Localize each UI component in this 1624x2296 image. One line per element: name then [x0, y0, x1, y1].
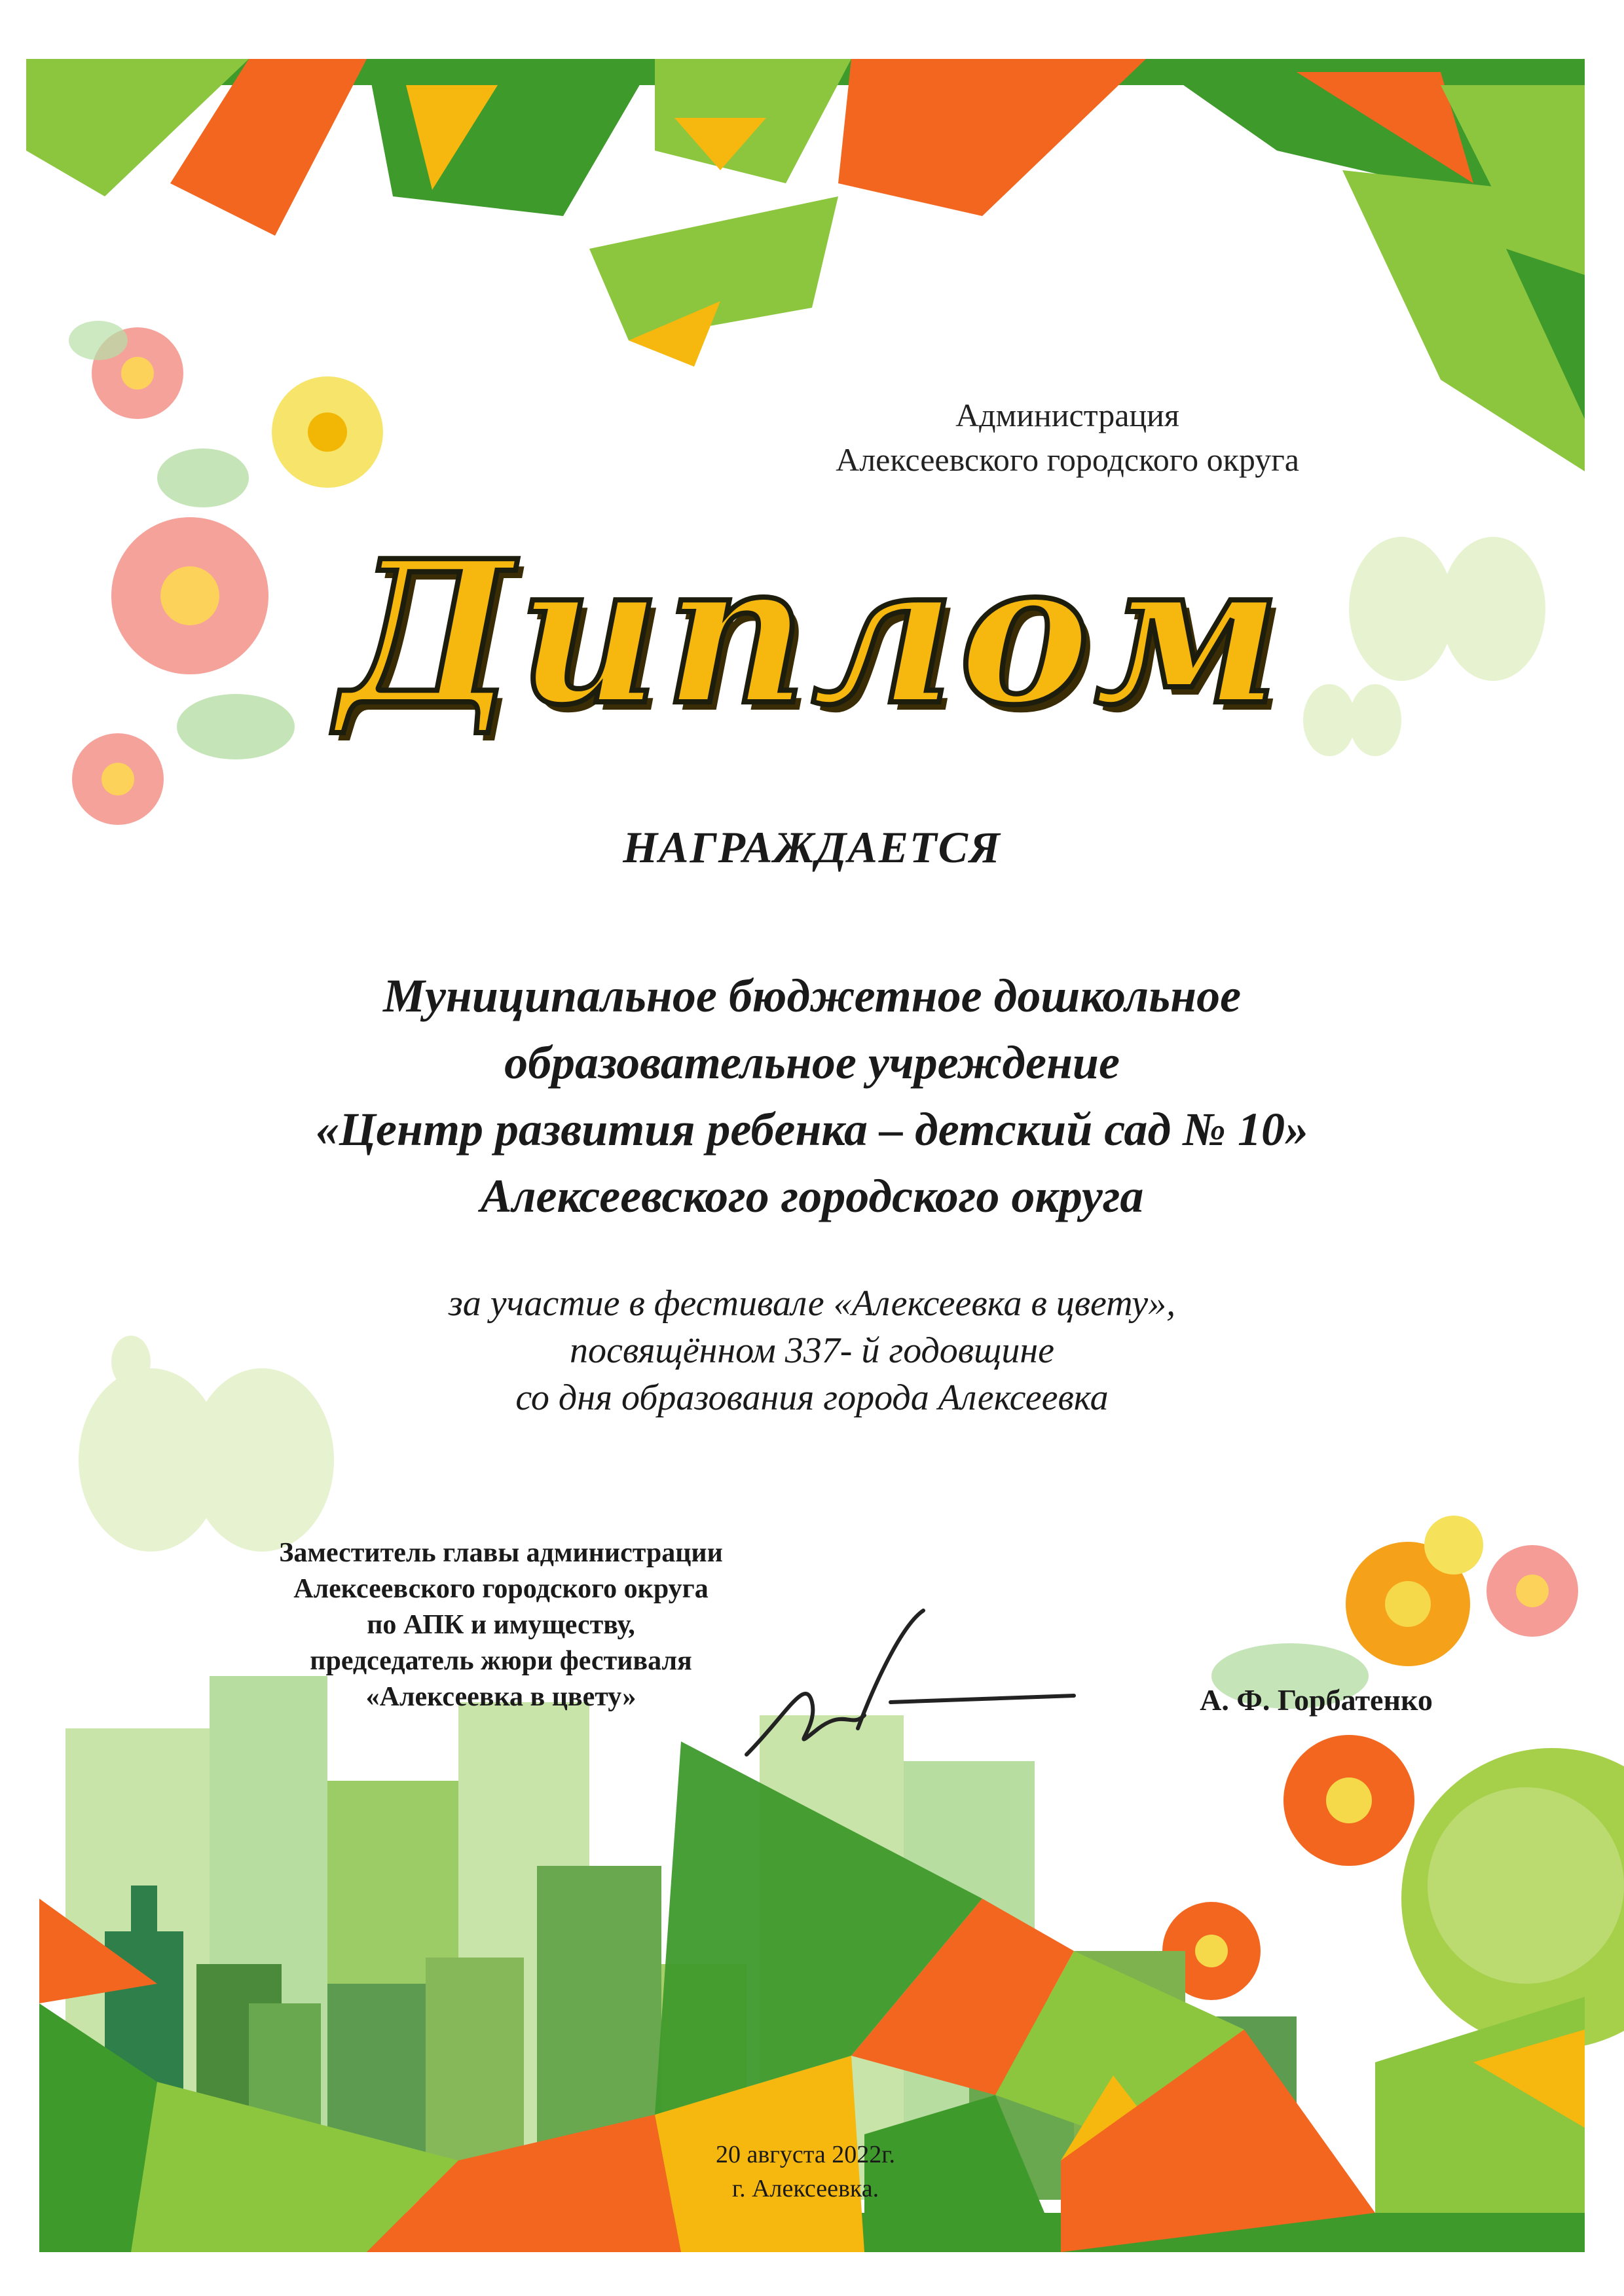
reason-line-1: за участие в фестивале «Алексеевка в цвету», [448, 1283, 1176, 1324]
signatory-line-1: Заместитель главы администрации [279, 1538, 723, 1568]
date-place-block [609, 2138, 1002, 2206]
recipient-line-1: Муниципальное бюджетное дошкольное [382, 970, 1242, 1022]
issuer-line-1: Администрация [955, 397, 1179, 433]
issuer-block [773, 393, 1362, 482]
issue-place: г. Алексеевка. [731, 2175, 879, 2202]
reason-line-3: со дня образования города Алексеевка [515, 1377, 1109, 1418]
signatory-line-2: Алексеевского городского округа [293, 1574, 709, 1604]
recipient-line-3: «Центр развития ребенка – детский сад № 10» [316, 1103, 1308, 1156]
signatory-name: А. Ф. Горбатенко [1200, 1683, 1433, 1717]
recipient-block [0, 962, 1624, 1230]
signatory-title-block [157, 1535, 845, 1715]
signatory-line-4: председатель жюри фестиваля [310, 1646, 692, 1676]
recipient-line-4: Алексеевского городского округа [480, 1170, 1144, 1222]
awarded-heading: НАГРАЖДАЕТСЯ [623, 822, 1001, 872]
issuer-line-2: Алексеевского городского округа [836, 441, 1299, 478]
signatory-line-3: по АПК и имуществу, [367, 1610, 635, 1640]
recipient-line-2: образовательное учреждение [504, 1036, 1120, 1089]
reason-line-2: посвящённом 337- й годовщине [569, 1330, 1055, 1371]
issue-date: 20 августа 2022г. [716, 2141, 895, 2168]
reason-block [0, 1280, 1624, 1421]
signatory-line-5: «Алексеевка в цвету» [365, 1682, 637, 1712]
diploma-title: Диплом [339, 517, 1285, 748]
